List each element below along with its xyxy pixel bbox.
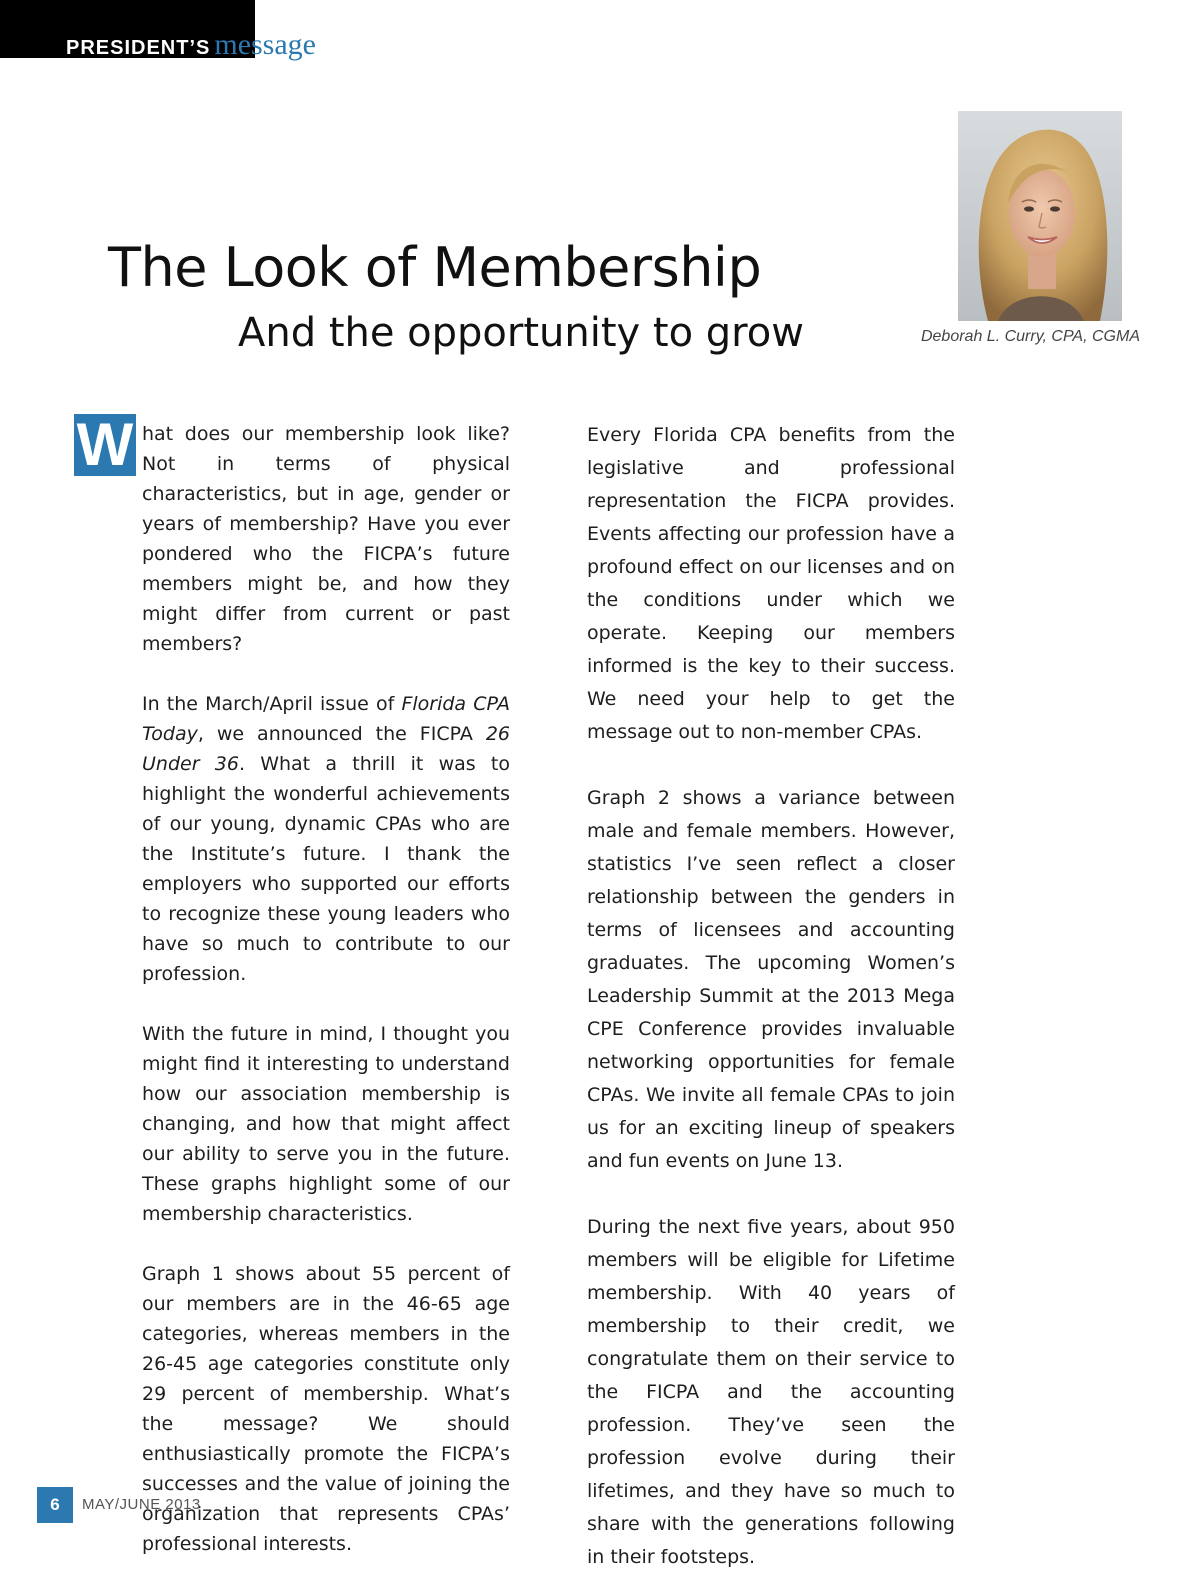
section-label-light: message	[214, 28, 316, 61]
text-run: , we announced the FICPA	[197, 723, 486, 745]
author-photo	[958, 111, 1122, 321]
paragraph: With the future in mind, I thought you might find it interesting to understand how our association membership is changing, and how that might affect our ability to serve you in the future. These graphs highlight some of our membership characteristics.	[142, 1023, 510, 1225]
drop-cap: W	[74, 414, 136, 476]
text-run: In the March/April issue of	[142, 693, 402, 715]
right-column	[587, 419, 955, 1574]
article-subtitle: And the opportunity to grow	[238, 310, 804, 356]
publication-name: Florida CPA Today	[142, 693, 510, 745]
page-number: 6	[37, 1487, 73, 1523]
paragraph: Every Florida CPA benefits from the legislative and professional representation the FICPA provides. Events affecting our profession have a profound effect on our licenses and on the conditions under which we operate. Keeping our members informed is the key to their success. We need your help to get the message out to non-member CPAs.	[587, 424, 955, 743]
section-label-bold: PRESIDENT’S	[66, 37, 211, 59]
article-title: The Look of Membership	[108, 236, 762, 299]
section-label	[66, 28, 316, 62]
paragraph: Graph 1 shows about 55 percent of our members are in the 46-65 age categories, whereas members in the 26-45 age categories constitute only 29 percent of membership. What’s the message? We should enthusiastically promote the FICPA’s successes and the value of joining the organization that represents CPAs’ professional interests.	[142, 1263, 510, 1555]
photo-caption: Deborah L. Curry, CPA, CGMA	[920, 328, 1140, 345]
program-name: 26 Under 36	[142, 723, 510, 775]
paragraph: During the next five years, about 950 members will be eligible for Lifetime membership. With 40 years of membership to their credit, we congratulate them on their service to the FICPA and the accounting profession. They’ve seen the profession evolve during their lifetimes, and they have so much to share with the generations following in their footsteps.	[587, 1216, 955, 1568]
text-run: . What a thrill it was to highlight the wonderful achievements of our young, dynamic CPAs who are the Institute’s future. I thank the employers who supported our efforts to recognize these young leaders who have so much to contribute to our profession.	[142, 753, 510, 985]
author-portrait-image	[958, 111, 1122, 321]
issue-date: MAY/JUNE 2013	[82, 1496, 201, 1513]
paragraph	[142, 689, 510, 989]
paragraph: Graph 2 shows a variance between male and female members. However, statistics I’ve seen reflect a closer relationship between the genders in terms of licensees and accounting graduates. The upcoming Women’s Leadership Summit at the 2013 Mega CPE Conference provides invaluable networking opportunities for female CPAs. We invite all female CPAs to join us for an exciting lineup of speakers and fun events on June 13.	[587, 787, 955, 1172]
paragraph: hat does our membership look like? Not in terms of physical characteristics, but in age, gender or years of membership? Have you ever pondered who the FICPA’s future members might be, and how they might differ from current or past members?	[142, 423, 510, 655]
left-column	[142, 419, 510, 1559]
